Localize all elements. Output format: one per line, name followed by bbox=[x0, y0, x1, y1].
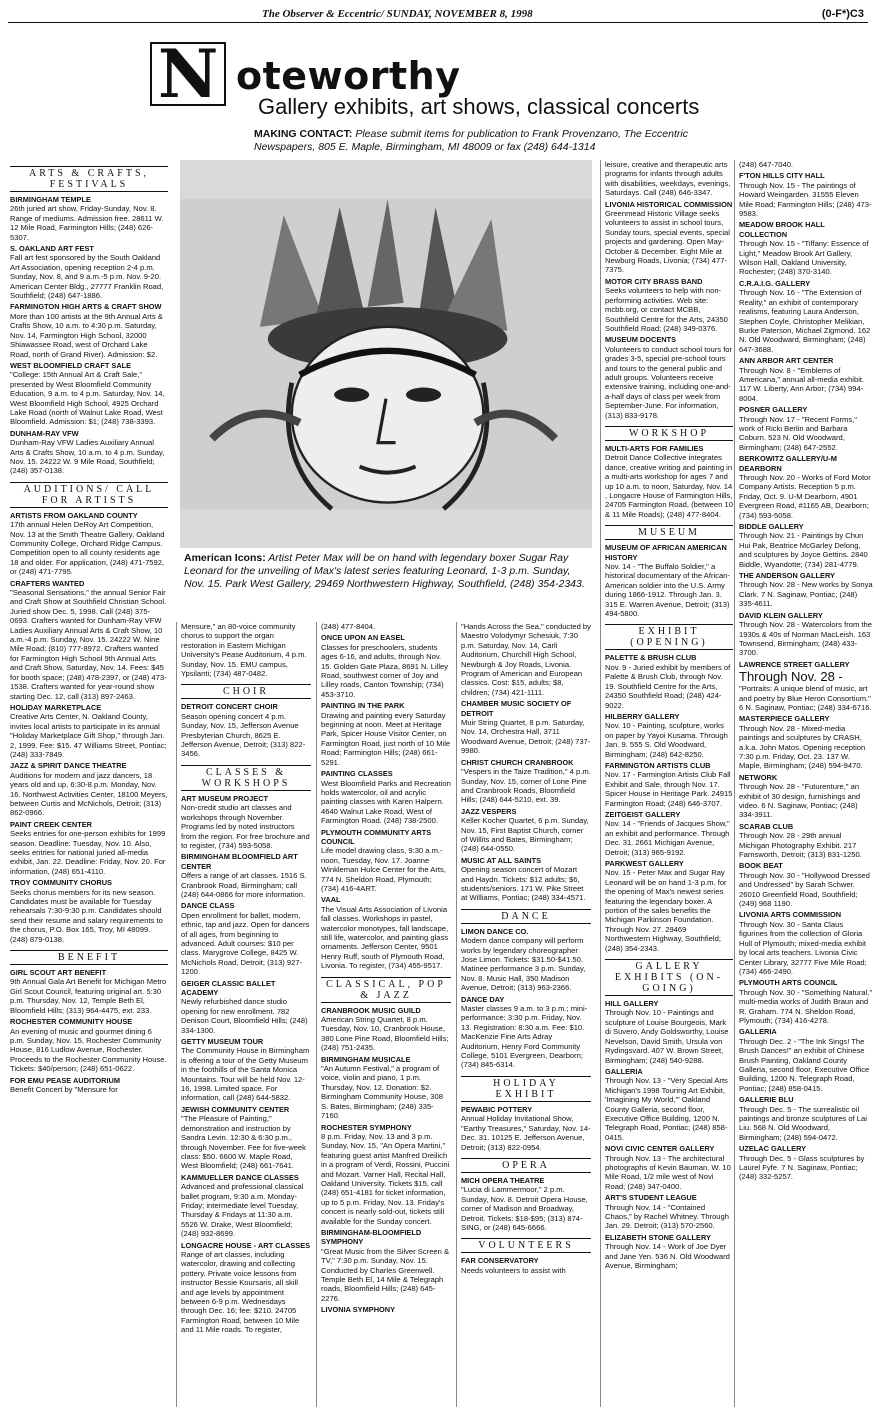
listing-text: 17th annual Helen DeRoy Art Competition, Nov. 13 at the Smith Theatre Gallery, Oakland Community College, Orchard Ridge Campus. Competition open to all county residents age 18 and older. For application, (248) 471-7592, or (248) 471-7795. bbox=[10, 520, 165, 577]
listing-text: Open enrollment for ballet, modern, ethnic, tap and jazz. Open for dancers of all ages, from beginning to advanced. Adult courses: $10 per class. Marygrove College, 8425 W. McNichols Road, Detroit; (313) 927-1200. bbox=[181, 910, 310, 977]
listing-heading: PEWABIC POTTERY bbox=[461, 1104, 533, 1114]
listing-text: "An Autumn Festival," a program of voice, violin and piano, 1 p.m. Thursday, Nov. 12. Donation: $2. Birmingham Community House, 308 S. Bates, Birmingham; (248) 335-7160. bbox=[321, 1064, 443, 1121]
listing-text: Through Nov. 14 - "Contained Chaos," by Rachel Whitney. Through Jan. 29. Detroit; (313) 570-2560. bbox=[605, 1202, 729, 1231]
listing-heading: HILBERRY GALLERY bbox=[605, 711, 680, 721]
listing-heading: BIRMINGHAM TEMPLE bbox=[10, 195, 91, 204]
listing-heading: S. OAKLAND ART FEST bbox=[10, 244, 94, 254]
listing-text: Drawing and painting every Saturday beginning at noon. Meet at Heritage Park, Spicer House Visitor Center, on Farmington Road, just north of 10 Mile Road; Farmington Hills; (248) 661-5291. bbox=[321, 710, 451, 767]
section-heading: CLASSES & WORKSHOPS bbox=[181, 765, 311, 791]
column-4 bbox=[456, 622, 591, 1407]
section-heading: GALLERY EXHIBITS (ON-GOING) bbox=[605, 959, 733, 996]
listing-text: Fall art fest sponsored by the South Oakland Art Association, opening reception 2-4 p.m. Sunday, Nov. 8, and 9 a.m.-5 p.m. Nov. 9-20. American Center Bldg., 27777 Franklin Road, Southfield; (248) 647-1886. bbox=[10, 253, 164, 301]
listing-text: Through Nov. 28 - New works by Sonya Clark. 7 N. Saginaw, Pontiac; (248) 335-4611. bbox=[739, 580, 873, 609]
listing-text: An evening of music and gourmet dining 6 p.m. Sunday, Nov. 15, Rochester Community House, 816 Ludlow Avenue, Rochester. Proceeds to the Rochester Community House. Tickets: $40/person; (248) 651-0622. bbox=[10, 1026, 167, 1074]
listing-heading: MULTI-ARTS FOR FAMILIES bbox=[605, 443, 704, 453]
section-heading: AUDITIONS/ CALL FOR ARTISTS bbox=[10, 482, 168, 508]
masthead-subtitle: Gallery exhibits, art shows, classical concerts bbox=[258, 94, 700, 119]
listing-text: Season opening concert 4 p.m. Sunday, Nov. 15, Jefferson Avenue Presbyterian Church, 8625 E. Jefferson Avenue, Detroit; (313) 822-3456. bbox=[181, 711, 306, 759]
listing-heading: CRANBROOK MUSIC GUILD bbox=[321, 1005, 421, 1015]
listing-text: Through Nov. 28 - "Futurenture," an exhibit of 30 design, furnishings and video. 6 N. Saginaw, Pontiac; (248) 334-3911. bbox=[739, 782, 861, 820]
listing-text: Nov. 14 - "The Buffalo Soldier," a historical documentary of the African-American soldier into the U.S. Army during 1866-1912. Through Jan. 3. 315 E. Warren Avenue, Detroit; (313) 494-5800. bbox=[605, 562, 730, 619]
listing-text: Through Nov. 28 - Watercolors from the 1930s & 40s of Norman MacLeish. 163 Townsend, Birmingham; (248) 433-3700. bbox=[739, 620, 872, 658]
listing-text: 9th Annual Gala Art Benefit for Michigan Metro Girl Scout Council, featuring original art. 5:30 p.m. Thursday, Nov. 12, Temple Beth El, Bloomfield Hills; (313) 964-4475, ext. 233. bbox=[10, 977, 167, 1015]
listing-heading: MICH OPERA THEATRE bbox=[461, 1175, 545, 1185]
listing-text: "The Pleasure of Painting," demonstration and instruction by Sandra Levin. 12:30 & 6:30 p.m., through November. Fee for five-week class: $50. 6600 W. Maple Road, West Bloomfield; (248) 661-7641. bbox=[181, 1114, 306, 1171]
listing-text: Seeks chorus members for its new season. Candidates must be available for Tuesday rehearsals 7:30-9:30 p.m. Candidates should send their resume and salary requirements to the chorus, P.O. Box 165, Troy, MI 48099. (248) 879-0138. bbox=[10, 887, 163, 944]
listing-text: Through Nov. 17 - "Recent Forms," work of Ricki Berlin and Barbara Coburn. 523 N. Old Woodward, Birmingham; (248) 647-2552. bbox=[739, 414, 857, 452]
contact-label: MAKING CONTACT: bbox=[254, 128, 353, 140]
listing-text: Creative Arts Center, N. Oakland County, invites local artists to participate in its annual "Holiday Marketplace Gift Shop," through Jan. 2, 1999. Fee: $15. 47 Williams Street, Pontiac; (248) 333-7849. bbox=[10, 712, 167, 759]
listing-heading: HILL GALLERY bbox=[605, 999, 659, 1009]
listing-heading: JAZZ & SPIRIT DANCE THEATRE bbox=[10, 761, 127, 771]
top-rule bbox=[8, 22, 868, 23]
section-heading: OPERA bbox=[461, 1158, 591, 1173]
listing-text: Classes for preschoolers, students ages 6-16, and adults, through Nov. 15. Golden Gate Plaza, 8691 N. Lilley Road, southwest corner of Joy and Lilley roads, Canton Township; (734) 453-3710. bbox=[321, 642, 449, 699]
listing-heading: LIVONIA SYMPHONY bbox=[321, 1305, 396, 1315]
listing-text: Through Nov. 8 - "Emblems of Americana," annual all-media exhibit. 117 W. Liberty, Ann Arbor; (734) 994-8004. bbox=[739, 365, 865, 403]
listing-text: Non-credit studio art classes and workshops through November. Programs led by noted instructors from the region. For free brochure and to register, (734) 593-5058. bbox=[181, 803, 310, 850]
listing-heading: GETTY MUSEUM TOUR bbox=[181, 1037, 264, 1047]
listing-text: Keller Kocher Quartet, 6 p.m. Sunday, Nov. 15, First Baptist Church, corner of Willits and Bates, Birmingham; (248) 644-0550. bbox=[461, 816, 589, 854]
listing-heading: GEIGER CLASSIC BALLET ACADEMY bbox=[181, 978, 276, 997]
listing-text: Through Nov. 13 - "Very Special Arts Michigan's 1998 Touring Art Exhibit, 'Imagining My World,'" Oakland County Galleria, second floor, Executive Office Building, 1200 N. Telegraph Road, Pontiac; (248) 858-0415. bbox=[605, 1076, 728, 1142]
listing-heading: GALLERIA bbox=[739, 1027, 777, 1037]
listing-text: "Vespers in the Taize Tradition," 4 p.m. Sunday, Nov. 15, corner of Lone Pine and Cranbrook Roads, Bloomfield Hills; (248) 644-5210, ext. 39. bbox=[461, 767, 591, 805]
listing-text: Through Nov. 15 - The paintings of Howard Weingarden. 31555 Eleven Mile Road; Farmington Hills; (248) 473-9583. bbox=[739, 180, 872, 219]
listing-heading: GALLERIA bbox=[605, 1066, 643, 1076]
listing-text: Through Nov. 30 - "Hollywood Dressed and Undressed" by Sarah Schwer. 26010 Greenfield Road, Southfield; (249) 968 1190. bbox=[739, 870, 870, 909]
listing-text: More than 100 artists at the 9th Annual Arts & Crafts Show, 10 a.m. to 4:30 p.m. Saturday, Nov. 14, Farmington High School, 32000 Shiawassee Road, west of Orchard Lake Road, north of Grand River). Admission: $2. bbox=[10, 311, 163, 359]
listing-text: Life model drawing class, 9:30 a.m.-noon, Tuesday, Nov. 17. Joanne Winkleman Hulce Center for the Arts, 774 N. Sheldon Road, Plymouth; (734) 416-4ART. bbox=[321, 846, 446, 893]
masthead-initial: N bbox=[150, 42, 226, 106]
listing-text: Auditions for modern and jazz dancers, 18 years old and up, 6:30-8 p.m. Monday, Nov. 16. Northwest Activities Center, 18100 Meyers, between Curtis and McNichols, Detroit; (313) 862-0966. bbox=[10, 770, 168, 818]
column-5 bbox=[600, 160, 733, 1407]
running-head bbox=[0, 6, 876, 26]
listing-text: Mensure," an 80-voice community chorus to support the organ restoration in Eastern Michigan University's Pease Auditorium, 4 p.m. Sunday, Nov. 15. EMU campus, Ypsilanti; (734) 487-0482. bbox=[181, 622, 307, 679]
listing-heading: MEADOW BROOK HALL COLLECTION bbox=[739, 220, 825, 239]
page-number: (0-F*)C3 bbox=[821, 8, 864, 20]
listing-text: Nov. 9 - Juried exhibit by members of Palette & Brush Club, through Nov. 19. Southfield Centre for the Arts, 24350 Southfield Road; (248) 424-9022. bbox=[605, 662, 731, 710]
listing-text: Through Dec. 2 - "The Ink Sings! The Brush Dances!" an exhibit of Chinese Brush Painting, Oakland County Galleria, second floor, Executive Office Building, 1200 N. Telegraph Road, Pontiac; (248) 858-0415. bbox=[739, 1036, 870, 1093]
listing-heading: LONGACRE HOUSE - ART CLASSES bbox=[181, 1240, 311, 1250]
section-heading: CHOIR bbox=[181, 684, 311, 699]
listing-text: Through Nov. 28 - Mixed-media paintings and sculptures by CRASH, a.k.a. John Matos. Opening reception 7:30 p.m. Friday, Oct. 23. 137 W. Maple, Birmingham; (248) 594-9470. bbox=[739, 723, 866, 771]
listing-heading: SCARAB CLUB bbox=[739, 821, 794, 831]
listing-heading: MASTERPIECE GALLERY bbox=[739, 714, 830, 724]
listing-text: Modern dance company will perform works by legendary choreographer Jose Limon. Tickets: $31.50-$41.50. Matinee performance 3 p.m. Sunday, Nov. 8. Music Hall, 350 Madison Avenue, Detroit; (313) 963-2366. bbox=[461, 936, 586, 993]
listing-text: The Community House in Birmingham is offering a tour of the Getty Museum in the foothills of the Santa Monica Mountains. Tour will be held Nov. 12-16, 1998. Limited space. For information, call (248) 644-5832. bbox=[181, 1046, 310, 1103]
listing-text: Offers a range of art classes. 1516 S. Cranbrook Road, Birmingham; call (248) 644-0866 for more information. bbox=[181, 871, 307, 899]
listing-text: 26th juried art show, Friday-Sunday, Nov. 8. Range of mediums. Admission free. 28611 W. 12 Mile Road, Farmington Hills; (248) 626-5307. bbox=[10, 204, 164, 242]
listing-heading: BOOK BEAT bbox=[739, 861, 783, 871]
listing-text: Volunteers to conduct school tours for grades 3-5, special pre-school tours and tours to the general public and adult groups. Volunteers receive extensive training, including one-and-a-half days of class per week from September-June. For information, (313) 833-9178. bbox=[605, 344, 733, 420]
listing-text: (248) 477-8404. bbox=[321, 622, 376, 631]
listing-text: Master classes 9 a.m. to 3 p.m.; mini-performance: 3:30 p.m. Friday, Nov. 13. Registration: 8:30 a.m. Fee: $10. MacKenzie Fine Arts Adray Auditorium, Henry Ford Community College, 5101 Evergreen, Dearborn; (734) 845-6314. bbox=[461, 1004, 588, 1070]
listing-text: "Great Music from the Silver Screen & TV," 7:30 p.m. Sunday, Nov. 15. Conducted by Charles Greenwell. Temple Beth El, 14 Mile & Telegraph roads, Bloomfield Hills; (248) 645-2276. bbox=[321, 1246, 450, 1303]
listing-text: Through Nov. 13 - The architectural photographs of Kevin Bauman. W. 10 Mile Road, 1/2 mile west of Novi Road; (248) 347-0400. bbox=[605, 1153, 731, 1191]
listing-heading: ART'S STUDENT LEAGUE bbox=[605, 1193, 697, 1203]
listing-heading: VAAL bbox=[321, 895, 341, 905]
listing-text: Needs volunteers to assist with bbox=[461, 1265, 566, 1275]
listing-heading: FARMINGTON HIGH ARTS & CRAFT SHOW bbox=[10, 302, 162, 312]
listing-heading: THE ANDERSON GALLERY bbox=[739, 571, 835, 581]
photo-caption bbox=[184, 552, 592, 591]
listing-heading: GALLERIE BLU bbox=[739, 1095, 794, 1105]
listing-text: "Portraits: A unique blend of music, art and poetry by Blue Heron Consortium." 6 N. Saginaw, Pontiac; (248) 334-6716. bbox=[739, 684, 872, 712]
listing-heading: C.R.A.I.G. GALLERY bbox=[739, 278, 811, 288]
listing-heading: ONCE UPON AN EASEL bbox=[321, 633, 405, 643]
listing-text: Through Nov. 14 - Work of Joe Dyer and Jane Yen. 536 N. Old Woodward Avenue, Birmingham; bbox=[605, 1242, 730, 1271]
listing-heading: ELIZABETH STONE GALLERY bbox=[605, 1232, 711, 1242]
listing-heading: PLYMOUTH COMMUNITY ARTS COUNCIL bbox=[321, 827, 432, 846]
column-2 bbox=[176, 622, 311, 1407]
listing-text: Annual Holiday Invitational Show, "Earthy Treasures," Saturday, Nov. 14-Dec. 31. 10125 E. Jefferson Avenue, Detroit; (313) 822-0954. bbox=[461, 1114, 591, 1152]
newspaper-dateline: The Observer & Eccentric/ SUNDAY, NOVEMBER 8, 1998 bbox=[262, 8, 533, 20]
column-3 bbox=[316, 622, 451, 1407]
column-1 bbox=[10, 160, 168, 1405]
listing-heading: DUNHAM-RAY VFW bbox=[10, 428, 79, 438]
listing-text: Through Nov. 15 - "Tiffany: Essence of Light," Meadow Brook Art Gallery, Wilson Hall, Oakland University, Rochester; (248) 370-3140. bbox=[739, 239, 869, 277]
listing-heading: LIMON DANCE CO. bbox=[461, 926, 529, 936]
listing-text: Nov. 15 - Peter Max and Sugar Ray Leonard will be on hand 1-3 p.m. for the opening of Max's newest series featuring the legendary boxer. A portion of the sales benefits the Michigan Parkinson Foundation. Through Nov. 27. 29469 Northwestern Highway, Southfield; (248) 354-2343. bbox=[605, 868, 727, 953]
listing-heading: MUSEUM DOCENTS bbox=[605, 335, 677, 345]
statue-of-liberty-artwork bbox=[180, 160, 592, 548]
section-heading: MUSEUM bbox=[605, 525, 733, 540]
listing-heading: BIRMINGHAM-BLOOMFIELD SYMPHONY bbox=[321, 1227, 422, 1247]
listing-heading: UZELAC GALLERY bbox=[739, 1144, 807, 1154]
listing-text: leisure, creative and therapeutic arts programs for infants through adults with disabilities, weekdays, evenings, Saturdays. Call (248) 646-3347. bbox=[605, 160, 731, 198]
listing-heading: CHRIST CHURCH CRANBROOK bbox=[461, 757, 574, 767]
listing-heading: MOTOR CITY BRASS BAND bbox=[605, 276, 703, 286]
listing-text: Range of art classes, including watercolor, drawing and collecting pottery. Private voice lessons from instructor Bessie Koursaris, all skill and age levels by appointment between 6-9 p.m. Wednesdays through Dec. 16; fee: $210. 24705 Farmington Road, between 10 Mile and 11 Mile roads. To register, bbox=[181, 1249, 300, 1335]
listing-heading: BERKOWITZ GALLERY/U-M DEARBORN bbox=[739, 454, 837, 473]
listing-heading: DANCE DAY bbox=[461, 994, 505, 1004]
contact-text: Please submit items for publication to Frank Provenzano, The Eccentric Newspapers, 805 E. Maple, Birmingham, MI 48009 or fax (248) 644-1314 bbox=[254, 128, 688, 153]
section-heading: EXHIBIT (OPENING) bbox=[605, 624, 733, 650]
listing-heading: ROCHESTER COMMUNITY HOUSE bbox=[10, 1017, 133, 1027]
listing-text: (248) 647-7040. bbox=[739, 160, 794, 169]
column-6 bbox=[734, 160, 873, 1407]
listing-text: Detroit Dance Collective integrates dance, creative writing and painting in a multi-arts workshop for ages 7 and up 10 a.m. to noon, Saturday, Nov. 14 , Longacre House of Farmington Hills, 24705 Farmington Road, (between 10 & 11 Mile Roads); (248) 477-8404. bbox=[605, 453, 733, 519]
listing-heading: TROY COMMUNITY CHORUS bbox=[10, 878, 112, 888]
listing-text: Through Nov. 21 - Paintings by Chun Hui Pak, Beatrice McGarley Delong, and sculptures by Joyce Gettins. 2840 Biddle, Wyandotte; (734) 281-4779. bbox=[739, 531, 868, 569]
listing-heading: HOLIDAY MARKETPLACE bbox=[10, 702, 102, 712]
listing-heading: MUSIC AT ALL SAINTS bbox=[461, 855, 542, 865]
listing-text: Seeks volunteers to help with non-performing activities. Web site: mcbb.org, or contact MCBB, Southfield Centre for the Arts, 24350 Southfield Road; (248) 349-0376. bbox=[605, 286, 728, 333]
listing-text: Nov. 17 - Farmington Artists Club Fall Exhibit and Sale, through Nov. 17. Spicer House in Heritage Park. 24915 Farmington Road; (248) 646-3707. bbox=[605, 770, 733, 808]
listing-heading: ART MUSEUM PROJECT bbox=[181, 793, 269, 803]
caption-label: American Icons: bbox=[184, 552, 266, 564]
listing-heading: PAINTING IN THE PARK bbox=[321, 701, 405, 711]
listing-text: Muir String Quartet, 8 p.m. Saturday, Nov. 14, Orchestra Hall, 3711 Woodward Avenue, Detroit; (248) 737-9980. bbox=[461, 718, 591, 756]
listing-heading: PAINTING CLASSES bbox=[321, 769, 393, 779]
listing-text: "Lucia di Lammermoor," 2 p.m. Sunday, Nov. 8. Detroit Opera House, corner of Madison and Broadway, Detroit. Tickets: $18-$95; (313) 874-SING, or (248) 645-6666. bbox=[461, 1185, 588, 1232]
section-heading: BENEFIT bbox=[10, 950, 168, 965]
listing-heading: LAWRENCE STREET GALLERY bbox=[739, 659, 850, 669]
listing-heading: LIVONIA ARTS COMMISSION bbox=[739, 910, 842, 920]
listing-text: Through Nov. 20 - Works of Ford Motor Company Artists. Reception 5 p.m. Friday, Oct. 9. U-M Dearborn, 4901 Evergreen Road, #1165 AB, Dearborn; (734) 593-5058. bbox=[739, 473, 871, 520]
section-heading: CLASSICAL, POP & JAZZ bbox=[321, 977, 451, 1003]
section-heading: ARTS & CRAFTS, FESTIVALS bbox=[10, 166, 168, 192]
listing-heading: MUSEUM OF AFRICAN AMERICAN HISTORY bbox=[605, 543, 727, 562]
listing-heading: FAR CONSERVATORY bbox=[461, 1256, 539, 1266]
listing-heading: ANN ARBOR ART CENTER bbox=[739, 356, 834, 366]
listing-text: "Seasonal Sensations," the annual Senior Fair and Craft Show at Southfield Christian School. Juried show Dec. 5, 1998. Call (248) 375-0693. Crafters wanted for Dunham-Ray VFW Ladies Auxiliary Annual Arts & Craft Show, 10 a.m.-4 p.m. Sunday, Nov. 15. 24222 W. Nine Mile Road; (810) 777-8972. Crafters wanted for Farmington High School 9th Annual Arts and Craft Show, Saturday, Nov. 14. Fees: $45 for booth space; (248) 478-2397, or (248) 473-1538. Crafters wanted for year-round show starting Dec. 12, call (313) 897-2463. bbox=[10, 588, 167, 701]
masthead-word: oteworthy bbox=[236, 54, 461, 98]
listing-heading: FOR EMU PEASE AUDITORIUM bbox=[10, 1075, 121, 1085]
listing-text: Benefit Concert by "Mensure for bbox=[10, 1084, 118, 1094]
listing-heading: ARTISTS FROM OAKLAND COUNTY bbox=[10, 510, 138, 520]
listing-heading: LIVONIA HISTORICAL COMMISSION bbox=[605, 199, 733, 209]
listing-heading: DAVID KLEIN GALLERY bbox=[739, 610, 823, 620]
listing-heading: PAINT CREEK CENTER bbox=[10, 819, 92, 829]
listing-heading: CHAMBER MUSIC SOCIETY OF DETROIT bbox=[461, 699, 572, 718]
listing-heading: NETWORK bbox=[739, 772, 778, 782]
listing-heading: PALETTE & BRUSH CLUB bbox=[605, 653, 697, 663]
listing-heading: JEWISH COMMUNITY CENTER bbox=[181, 1104, 290, 1114]
listing-text: Through Dec. 5 - The surrealistic oil paintings and bronze sculptures of Lai Liu. 568 N. Old Woodward, Birmingham; (248) 594-0472. bbox=[739, 1104, 867, 1142]
listing-text: The Visual Arts Association of Livonia fall classes. Workshops in pastel, watercolor monotypes, fall landscape, still life, watercolor, and painting glass ornaments. Jefferson Center, 9501 Henry Ruff, south of Plymouth Road, Livonia. To register, (734) 455-9517. bbox=[321, 904, 449, 971]
listing-text: Seeks entries for one-person exhibits for 1999 season. Deadline: Tuesday, Nov. 10. Also, seeks entries for national juried all-media exhibit, Jan. 22. Deadline: Friday, Nov. 20. For information, (248) 651-4110. bbox=[10, 829, 166, 876]
listing-heading: BIDDLE GALLERY bbox=[739, 522, 804, 532]
listing-text: Nov. 10 - Painting, sculpture, works on paper by Yayoi Kusama. Through Jan. 9. 555 S. Old Woodward, Birmingham; (248) 642-8250. bbox=[605, 721, 728, 759]
listing-text: Through Nov. 28 - bbox=[739, 669, 843, 685]
listing-heading: BIRMINGHAM MUSICALE bbox=[321, 1054, 411, 1064]
listing-heading: ZEITGEIST GALLERY bbox=[605, 809, 681, 819]
listing-heading: ROCHESTER SYMPHONY bbox=[321, 1122, 412, 1132]
listing-text: Through Nov. 16 - "The Extension of Reality," an exhibit of contemporary realisms, featuring Laura Anderson, Stephen Coyle, Christopher Melikian, Burke Paterson, Michael Zigmond. 162 N. Old Woodward, Birmingham; (248) 647-3688. bbox=[739, 288, 871, 354]
listing-heading: GIRL SCOUT ART BENEFIT bbox=[10, 968, 107, 978]
listing-heading: CRAFTERS WANTED bbox=[10, 578, 85, 588]
listing-heading: FARMINGTON ARTISTS CLUB bbox=[605, 760, 711, 770]
listing-text: Through Dec. 5 - Glass sculptures by Laurel Fyfe. 7 N. Saginaw, Pontiac; (248) 332-5257. bbox=[739, 1153, 865, 1182]
listing-text: Greenmead Historic Village seeks volunteers to assist in school tours, Sunday tours, special events, special projects and gardening. Open May-October & December. Eight Mile at Newburg Roads, Livonia; (734) 477-7375. bbox=[605, 209, 730, 275]
listing-text: Through Nov. 30 - Santa Claus figurines from the collection of Gloria Hull of Plymouth; mixed-media exhibit by local arts teachers. Livonia Civic Center Library, 32777 Five Mile Road; (734) 466-2490. bbox=[739, 919, 867, 976]
listing-heading: BIRMINGHAM BLOOMFIELD ART CENTER bbox=[181, 852, 298, 871]
listing-heading: DANCE CLASS bbox=[181, 901, 235, 911]
listing-heading: KAMMUELLER DANCE CLASSES bbox=[181, 1172, 299, 1182]
section-heading: VOLUNTEERS bbox=[461, 1238, 591, 1253]
listing-text: West Bloomfield Parks and Recreation holds watercolor, oil and acrylic painting classes with Karen Halpern. 4640 Walnut Lake Road, West of Farmington Road. (248) 738-2500. bbox=[321, 778, 451, 826]
artwork-illustration bbox=[180, 160, 592, 548]
listing-text: Dunham-Ray VFW Ladies Auxiliary Annual Arts & Crafts Show, 10 a.m. to 4 p.m. Sunday, Nov. 15. 24222 W. 9 Mile Road, Southfield; (248) 357-0138. bbox=[10, 438, 165, 476]
section-heading: WORKSHOP bbox=[605, 426, 733, 441]
listing-heading: NOVI CIVIC CENTER GALLERY bbox=[605, 1144, 715, 1154]
listing-text: American String Quartet, 8 p.m. Tuesday, Nov. 10, Cranbrook House, 380 Lone Pine Road, Bloomfield Hills; (248) 751-2435. bbox=[321, 1015, 449, 1053]
listing-text: Advanced and professional classical ballet program, 9:30 a.m. Monday-Friday; intermediate level Tuesday, Thursday & Fridays at 11:30 a.m. 5526 W. Drake, West Bloomfield; (248) 932-8699. bbox=[181, 1182, 304, 1239]
listing-heading: F'TON HILLS CITY HALL bbox=[739, 171, 825, 181]
listing-heading: JAZZ VESPERS bbox=[461, 806, 517, 816]
listing-heading: POSNER GALLERY bbox=[739, 405, 808, 415]
section-heading: HOLIDAY EXHIBIT bbox=[461, 1076, 591, 1102]
listing-text: "College: 15th Annual Art & Craft Sale," presented by West Bloomfield Community Education, 9 a.m. to 4 p.m. Saturday, Nov. 14, West Bloomfield High School, 4925 Orchard Lake Road (north of Walnut Lake Road, West Bloomfield. Admission: $1; (248) 738-3393. bbox=[10, 370, 165, 427]
listing-text: Nov. 14 - "Friends of Jacques Show," an exhibit and performance. Through Dec. 31. 2661 Michigan Avenue, Detroit; (313) 965-9192. bbox=[605, 819, 730, 857]
listing-text: 8 p.m. Friday, Nov. 13 and 3 p.m. Sunday, Nov. 15, "An Opera Martini," featuring guest artist Manfred Dreilich in a program of Verdi, Rossini, Puccini and Mozart. Varner Hall, Recital Hall, Oakland University. Tickets $15, call (248) 651-4181 for ticket information, up to 5 p.m. Friday, Nov. 13. Friday's concert is nearly sold-out, tickets still available for the Sunday concert. bbox=[321, 1131, 450, 1226]
listing-text: Through Nov. 30 - "Something Natural," multi-media works of Judith Braun and R. Graham. 774 N. Sheldon Road, Plymouth; (734) 416-4278. bbox=[739, 987, 873, 1025]
listing-heading: WEST BLOOMFIELD CRAFT SALE bbox=[10, 360, 132, 370]
section-heading: DANCE bbox=[461, 909, 591, 924]
listing-text: Opening season concert of Mozart and Haydn. Tickets: $12 adults; $6, students/seniors. 171 W. Pike Street at Williams, Pontiac; (248) 334-4571. bbox=[461, 865, 586, 903]
listing-heading: PARKWEST GALLERY bbox=[605, 859, 684, 868]
listing-text: Through Nov. 10 - Paintings and sculpture of Louise Bourgeois, Mark di Suvero, Andy Goldsworthy, Louise Nevelson, David Smith, Ursula von Rydingsvard. 407 W. Brown Street, Birmingham; (248) 540-9288. bbox=[605, 1008, 729, 1065]
listing-heading: DETROIT CONCERT CHOIR bbox=[181, 702, 278, 712]
listing-heading: PLYMOUTH ARTS COUNCIL bbox=[739, 978, 838, 988]
listing-text: Through Nov. 28 - 29th annual Michigan Photography Exhibit. 217 Farnsworth, Detroit; (313) 831-1250. bbox=[739, 831, 862, 860]
listing-text: Newly refurbished dance studio opening for new enrollment. 782 Denison Court, Bloomfield Hills; (248) 334-1300. bbox=[181, 997, 308, 1035]
listing-text: "Hands Across the Sea," conducted by Maestro Volodymyr Schesiuk, 7:30 p.m. Saturday, Nov. 14, Carli Auditorium, Churchill High School, Newburgh & Joy Roads, Livonia. Program of American and European classics. Cost: $15, adults; $8, children; (734) 421-1111. bbox=[461, 622, 591, 697]
contact-note bbox=[254, 128, 714, 154]
caption-text: Artist Peter Max will be on hand with legendary boxer Sugar Ray Leonard for the unveiling of Max's latest series featuring Leonard, 1-3 p.m. Sunday, Nov. 15. Park West Gallery, 29469 Northwestern Highway, Southfield, (248) 354-2343. bbox=[184, 552, 585, 590]
